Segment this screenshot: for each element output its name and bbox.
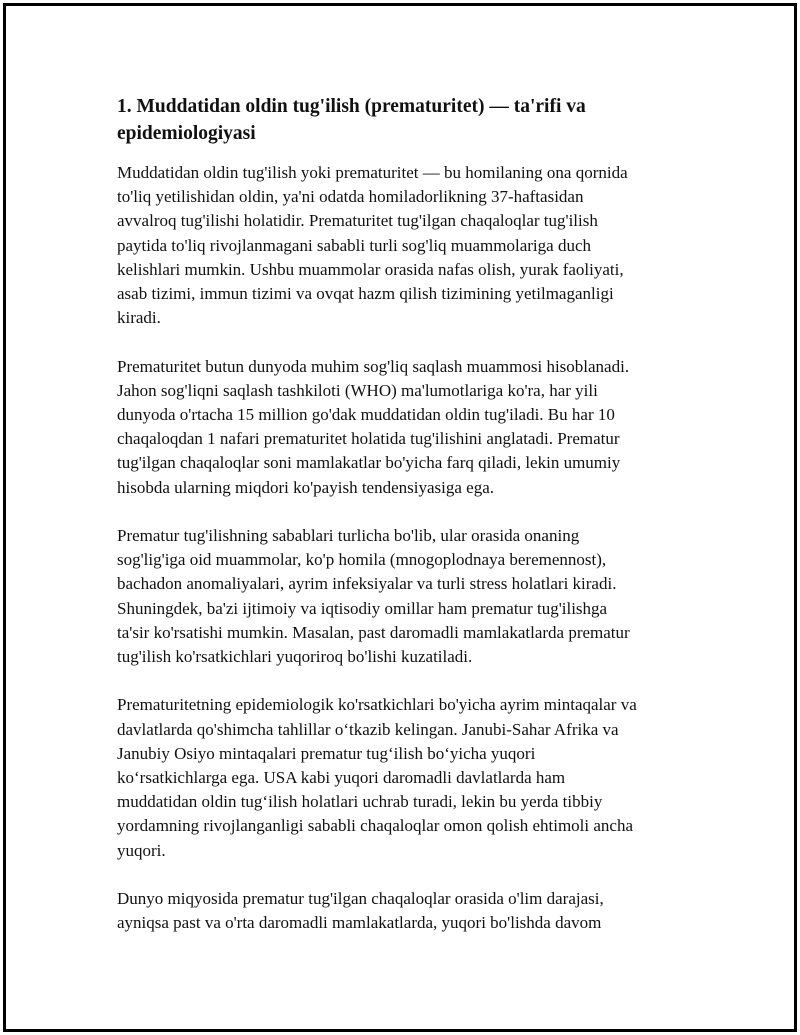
text-line: ta'sir ko'rsatishi mumkin. Masalan, past daromadli mamlakatlarda prematur	[117, 622, 630, 642]
text-line: davlatlarda qo'shimcha tahlillar o‘tkazib kelingan. Janubi-Sahar Afrika va	[117, 719, 619, 739]
text-line: kiradi.	[117, 308, 161, 328]
text-line: ko‘rsatkichlarga ega. USA kabi yuqori daromadli davlatlarda ham	[117, 768, 566, 788]
text-line: paytida to'liq rivojlanmagani sababli turli sog'liq muammolariga duch	[117, 235, 591, 255]
paragraph-epidemiology	[117, 693, 707, 862]
text-line: yuqori.	[117, 840, 166, 860]
paragraph-global-burden	[117, 355, 707, 500]
text-line: hisobda ularning miqdori ko'payish tendensiyasiga ega.	[117, 477, 494, 497]
text-line: to'liq yetilishidan oldin, ya'ni odatda homiladorlikning 37-haftasidan	[117, 187, 584, 207]
text-line: Janubiy Osiyo mintaqalari prematur tug‘ilish bo‘yicha yuqori	[117, 743, 536, 763]
text-line: asab tizimi, immun tizimi va ovqat hazm qilish tizimining yetilmaganligi	[117, 284, 614, 304]
text-line: dunyoda o'rtacha 15 million go'dak muddatidan oldin tug'iladi. Bu har 10	[117, 405, 615, 425]
section-heading	[117, 93, 707, 147]
text-line: Dunyo miqyosida prematur tug'ilgan chaqaloqlar orasida o'lim darajasi,	[117, 889, 604, 909]
text-line: yordamning rivojlanganligi sababli chaqaloqlar omon qolish ehtimoli ancha	[117, 816, 634, 836]
text-line: muddatidan oldin tug‘ilish holatlari uchrab turadi, lekin bu yerda tibbiy	[117, 792, 603, 812]
heading-line: epidemiologiyasi	[117, 123, 256, 144]
text-line: Shuningdek, ba'zi ijtimoiy va iqtisodiy omillar ham prematur tug'ilishga	[117, 598, 608, 618]
document-body	[117, 93, 707, 960]
text-line: Prematuritetning epidemiologik ko'rsatkichlari bo'yicha ayrim mintaqalar va	[117, 695, 637, 715]
text-line: Muddatidan oldin tug'ilish yoki prematuritet — bu homilaning ona qornida	[117, 163, 628, 182]
text-line: sog'lig'iga oid muammolar, ko'p homila (mnogoplodnaya beremennost),	[117, 550, 607, 570]
text-line: bachadon anomaliyalari, ayrim infeksiyalar va turli stress holatlari kiradi.	[117, 574, 617, 594]
paragraph-causes	[117, 524, 707, 669]
heading-line: 1. Muddatidan oldin tug'ilish (prematuritet) — ta'rifi va	[117, 96, 586, 117]
paragraph-mortality	[117, 887, 707, 935]
text-line: Jahon sog'liqni saqlash tashkiloti (WHO) ma'lumotlariga ko'ra, har yili	[117, 380, 598, 400]
text-line: kelishlari mumkin. Ushbu muammolar orasida nafas olish, yurak faoliyati,	[117, 259, 624, 279]
paragraph-definition	[117, 161, 707, 330]
text-line: ayniqsa past va o'rta daromadli mamlakatlarda, yuqori bo'lishda davom	[117, 913, 602, 933]
text-line: avvalroq tug'ilishi holatidir. Prematuritet tug'ilgan chaqaloqlar tug'ilish	[117, 211, 598, 231]
text-line: Prematur tug'ilishning sabablari turlicha bo'lib, ular orasida onaning	[117, 526, 580, 546]
text-line: tug'ilish ko'rsatkichlari yuqoriroq bo'lishi kuzatiladi.	[117, 647, 473, 667]
text-line: chaqaloqdan 1 nafari prematuritet holatida tug'ilishini anglatadi. Prematur	[117, 429, 620, 449]
text-line: Prematuritet butun dunyoda muhim sog'liq saqlash muammosi hisoblanadi.	[117, 356, 630, 376]
text-line: tug'ilgan chaqaloqlar soni mamlakatlar bo'yicha farq qiladi, lekin umumiy	[117, 453, 621, 473]
